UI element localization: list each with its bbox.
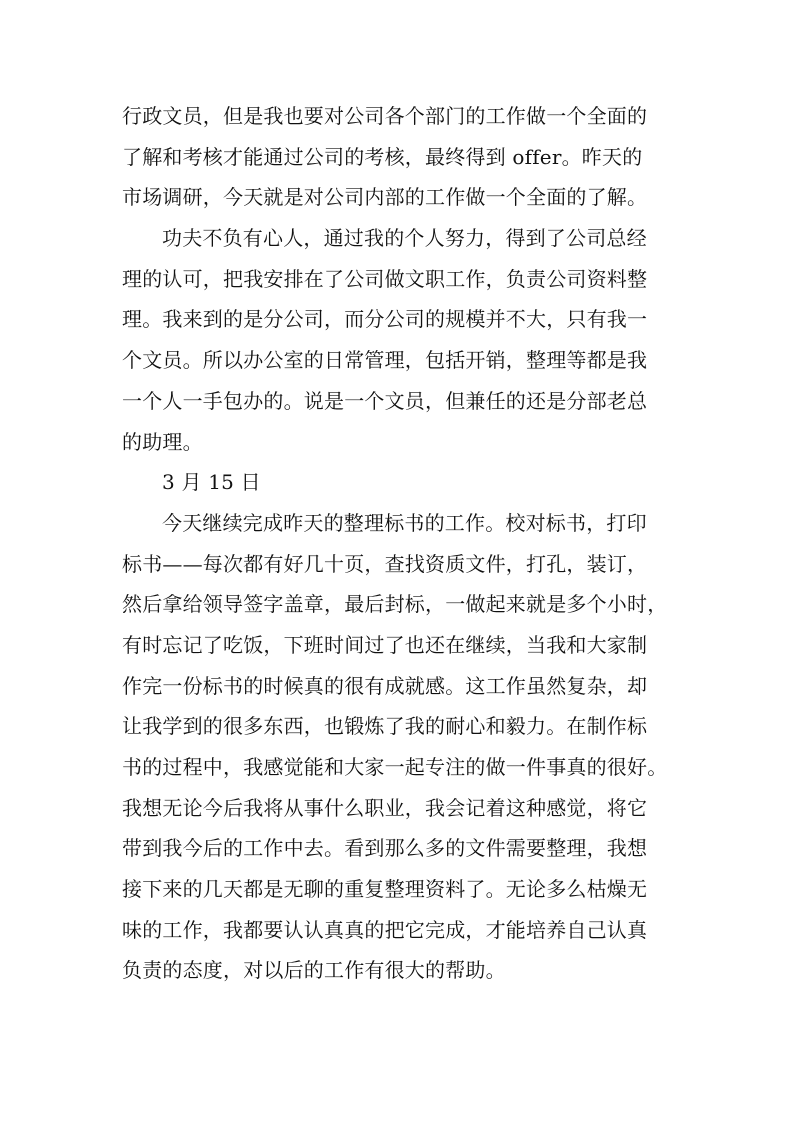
text-line: 接下来的几天都是无聊的重复整理资料了。无论多么枯燥无 (122, 877, 648, 902)
text-line: 功夫不负有心人，通过我的个人努力，得到了公司总经 (162, 226, 647, 251)
text-line: 市场调研，今天就是对公司内部的工作做一个全面的了解。 (122, 185, 648, 210)
date-heading: 3 月 15 日 (162, 470, 261, 495)
text-line: 了解和考核才能通过公司的考核，最终得到 offer。昨天的 (122, 144, 643, 169)
text-line: 我想无论今后我将从事什么职业，我会记着这种感觉，将它 (122, 795, 648, 820)
text-line: 然后拿给领导签字盖章，最后封标，一做起来就是多个小时， (122, 592, 668, 617)
text-line: 负责的态度，对以后的工作有很大的帮助。 (122, 958, 506, 983)
text-line: 标书——每次都有好几十页，查找资质文件，打孔，装订， (122, 551, 648, 576)
text-line: 理。我来到的是分公司，而分公司的规模并不大，只有我一 (122, 307, 648, 332)
text-line: 作完一份标书的时候真的很有成就感。这工作虽然复杂，却 (122, 673, 648, 698)
text-line: 的助理。 (122, 429, 203, 454)
text-line: 今天继续完成昨天的整理标书的工作。校对标书，打印 (162, 510, 647, 535)
document-body (122, 96, 682, 991)
text-line: 个文员。所以办公室的日常管理，包括开销，整理等都是我 (122, 348, 648, 373)
text-line: 带到我今后的工作中去。看到那么多的文件需要整理，我想 (122, 836, 648, 861)
text-line: 让我学到的很多东西，也锻炼了我的耐心和毅力。在制作标 (122, 714, 648, 739)
text-line: 书的过程中，我感觉能和大家一起专注的做一件事真的很好。 (122, 755, 668, 779)
text-line: 味的工作，我都要认认真真的把它完成，才能培养自己认真 (122, 917, 648, 942)
text-line: 一个人一手包办的。说是一个文员，但兼任的还是分部老总 (122, 388, 648, 413)
text-line: 行政文员，但是我也要对公司各个部门的工作做一个全面的 (122, 104, 648, 128)
text-line: 有时忘记了吃饭，下班时间过了也还在继续，当我和大家制 (122, 632, 648, 657)
text-line: 理的认可，把我安排在了公司做文职工作，负责公司资料整 (122, 266, 648, 291)
